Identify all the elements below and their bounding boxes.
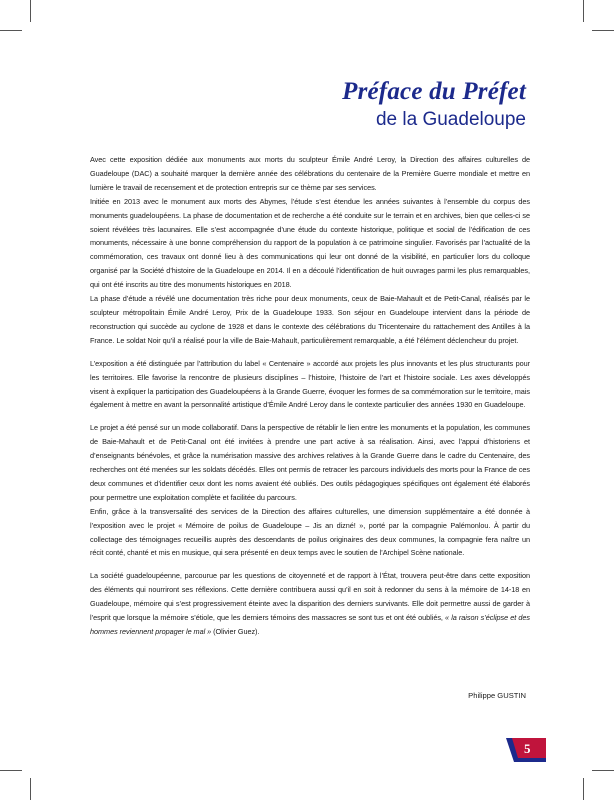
paragraph: Avec cette exposition dédiée aux monuments aux morts du sculpteur Émile André Leroy, la Direction des affaires culturelles de Guadeloupe (DAC) a souhaité marquer la dernière année des célébrations du centenaire de la Première Guerre mondiale et mettre en lumière le travail de recensement et de protection entrepris sur ce thème par ses services. bbox=[90, 155, 530, 192]
crop-mark bbox=[583, 778, 584, 800]
paragraph: Enfin, grâce à la transversalité des services de la Direction des affaires culturelles, une dimension supplémentaire a été donnée à l’exposition avec le projet « Mémoire de poilus de Guadeloupe – Jis an dizné! », porté par la compagnie Palémonlou. À partir du collectage des témoignages recueillis auprès des descendants de poilus originaires des deux communes, la compagnie fera naître un récit conté, chanté et mis en musique, qui sera présenté en deux temps avec le soutien de l’Archipel Scène nationale. bbox=[90, 506, 530, 558]
closing-attribution: (Olivier Guez). bbox=[211, 627, 260, 636]
paragraph: Initiée en 2013 avec le monument aux morts des Abymes, l’étude s’est étendue les années suivantes à l’ensemble du corpus des monuments guadeloupéens. La phase de documentation et de recherche a été conduite sur le terrain et en archives, bien que celles-ci se soient révélées très lacunaires. Elle s’est accompagnée d’une étude du contexte historique, politique et social de l’édification de ces monuments, nécessaire à une bonne compréhension du rapport de la population à ce patrimoine singulier. Favorisés par l’actualité de la commémoration, ces travaux ont donné lieu à des communications qui leur ont donné de la visibilité, en particulier lors du colloque organisé par la Société d’histoire de la Guadeloupe en 2014. Il en a découlé l’identification de huit ouvrages parmi les plus remarquables, qui ont été inscrits au titre des monuments historiques en 2018. bbox=[90, 196, 530, 290]
closing-paragraph bbox=[90, 569, 530, 639]
crop-mark bbox=[592, 30, 614, 31]
paragraph: La phase d’étude a révélé une documentation très riche pour deux monuments, ceux de Baie-Mahault et de Petit-Canal, réalisés par le sculpteur métropolitain Émile André Leroy, Prix de la Guadeloupe 1933. Son séjour en Guadeloupe intervient dans la période de reconstruction qui succède au cyclone de 1928 et dans le contexte des célébrations du Tricentenaire du rattachement des Antilles à la France. Le soldat Noir qu’il a réalisé pour la ville de Baie-Mahault, particulièrement remarquable, a été l’élément déclencheur du projet. bbox=[90, 294, 530, 345]
crop-mark bbox=[583, 0, 584, 22]
crop-mark bbox=[30, 0, 31, 22]
paragraph: Le projet a été pensé sur un mode collaboratif. Dans la perspective de rétablir le lien entre les monuments et la population, les communes de Baie-Mahault et de Petit-Canal ont été invitées à prendre une part active à sa réalisation. Ainsi, avec l’appui d’historiens et d’enseignants bénévoles, et grâce la numérisation massive des archives relatives à la Grande Guerre dans le cadre du Centenaire, des recherches ont été menées sur les soldats décédés. Elles ont permis de retracer les parcours individuels des morts pour la France de ces deux communes et d’identifier ceux dont les noms avaient été oubliés. Des outils pédagogiques spécifiques ont également été élaborés pour permettre une exploitation complète et facilitée du parcours. bbox=[90, 423, 530, 502]
body-text bbox=[90, 153, 530, 639]
closing-text: La société guadeloupéenne, parcourue par les questions de citoyenneté et de rapport à l’État, trouvera peut-être dans cette exposition des éléments qui nourriront ses réflexions. Cette dernière contribuera aussi qu’il en soit à redonner du sens à la mémoire de 14-18 en Guadeloupe, mémoire qui s’est progressivement éteinte avec la disparition des derniers survivants. Elle doit permettre aussi de garder à l’esprit que lorsque la mémoire s’étiole, que les derniers témoins des massacres se sont tus et ont été oubliés, bbox=[90, 571, 530, 623]
paragraph: L’exposition a été distinguée par l’attribution du label « Centenaire » accordé aux projets les plus innovants et les plus structurants pour les territoires. Elle favorise la rencontre de plusieurs disciplines – l’histoire, l’histoire de l’art et l’histoire sociale. Les axes développés visent à expliquer la participation des Guadeloupéens à la Grande Guerre, évoquer les formes de sa commémoration sur le territoire, mais également à mettre en avant la personnalité artistique d’Émile André Leroy dans le contexte particulier des années 1930 en Guadeloupe. bbox=[90, 358, 530, 410]
closing-quote: « la raison s’éclipse et des hommes reviennent propager le mal » bbox=[90, 613, 531, 636]
crop-mark bbox=[592, 770, 614, 771]
signature: Philippe GUSTIN bbox=[468, 691, 526, 700]
page-title bbox=[342, 78, 526, 132]
crop-mark bbox=[0, 30, 22, 31]
title-line-2: de la Guadeloupe bbox=[375, 109, 526, 130]
page-number: 5 bbox=[524, 741, 531, 756]
crop-mark bbox=[0, 770, 22, 771]
crop-mark bbox=[30, 778, 31, 800]
title-line-1: Préface du Préfet bbox=[342, 78, 526, 105]
